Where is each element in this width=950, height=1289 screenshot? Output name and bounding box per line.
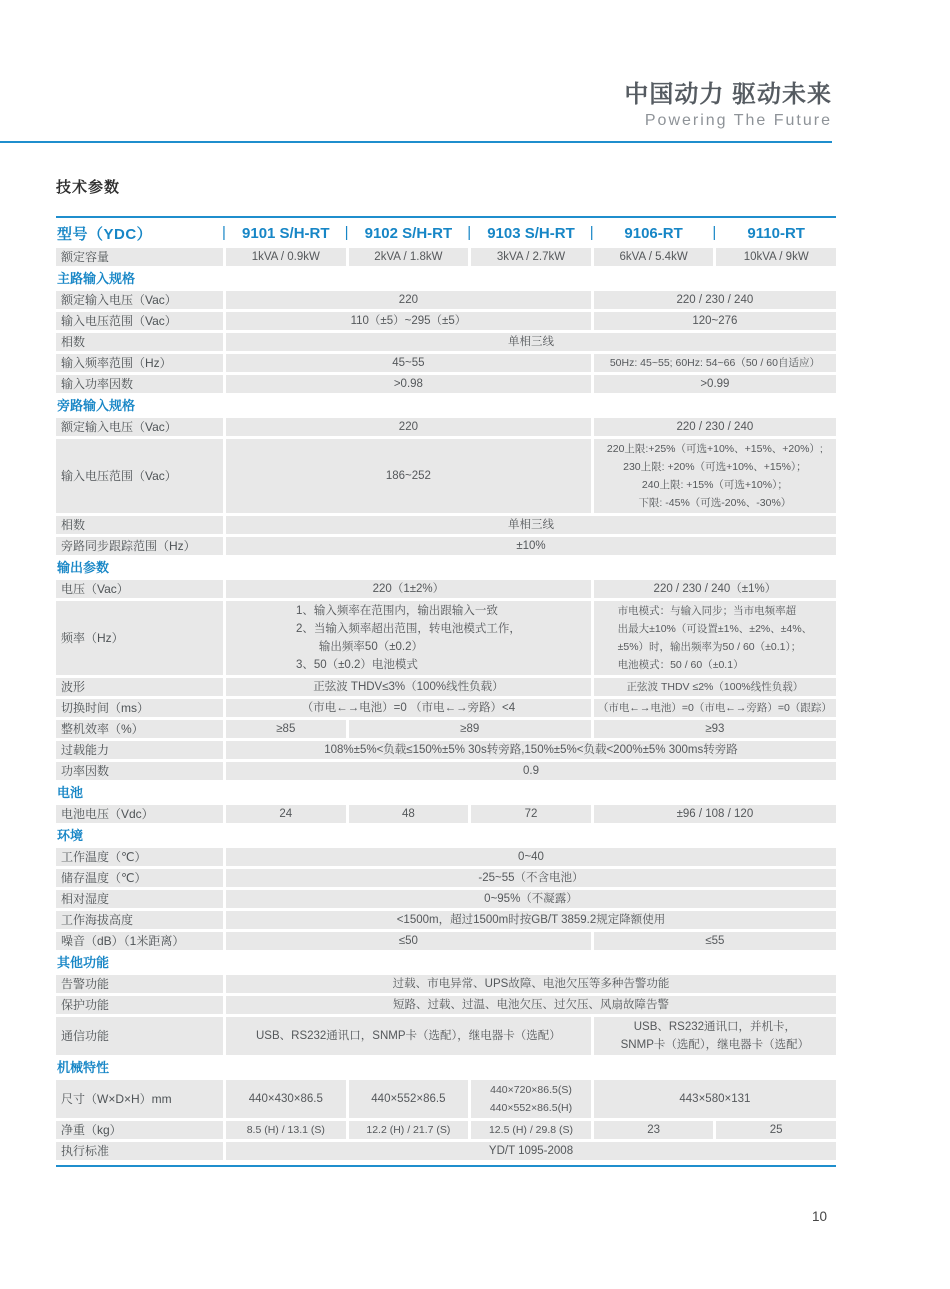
row-label: 相数 xyxy=(56,516,223,534)
model-name: 9106-RT xyxy=(624,224,683,242)
spec-cell xyxy=(594,1017,836,1055)
cell-line: USB、RS232通讯口，并机卡， xyxy=(633,1021,797,1033)
table-header-model-4 xyxy=(589,222,717,244)
row-label: 电池电压（Vdc） xyxy=(56,805,223,823)
spec-cell xyxy=(594,439,836,513)
cell-line: 220上限:+25%（可选+10%、+15%、+20%）; xyxy=(606,443,823,455)
row-label: 额定容量 xyxy=(56,248,223,266)
spec-cell: 2kVA / 1.8kW xyxy=(349,248,469,266)
spec-cell xyxy=(471,1080,591,1118)
spec-cell: ≤50 xyxy=(226,932,591,950)
row-label: 整机效率（%） xyxy=(56,720,223,738)
column-separator: | xyxy=(344,224,349,241)
table-row xyxy=(56,580,836,598)
row-label: 相数 xyxy=(56,333,223,351)
table-row xyxy=(56,1121,836,1139)
spec-cell: 短路、过载、过温、电池欠压、过欠压、风扇故障告警 xyxy=(226,996,836,1014)
row-label: 波形 xyxy=(56,678,223,696)
section-header: 其他功能 xyxy=(56,953,836,973)
spec-cell: 108%±5%<负载≤150%±5% 30s转旁路,150%±5%<负载<200%±5% 300ms转旁路 xyxy=(226,741,836,759)
row-label: 输入功率因数 xyxy=(56,375,223,393)
row-label: 旁路同步跟踪范围（Hz） xyxy=(56,537,223,555)
row-label: 额定输入电压（Vac） xyxy=(56,418,223,436)
spec-cell: 440×430×86.5 xyxy=(226,1080,346,1118)
spec-cell: 0~40 xyxy=(226,848,836,866)
row-label: 过载能力 xyxy=(56,741,223,759)
spec-cell xyxy=(226,601,591,675)
cell-line: 240上限: +15%（可选+10%）； xyxy=(641,479,788,491)
cell-line: 3、50（±0.2）电池模式 xyxy=(295,659,418,671)
table-row xyxy=(56,537,836,555)
model-name: 9101 S/H-RT xyxy=(242,224,330,242)
cell-line: 输出频率50（±0.2） xyxy=(295,641,424,653)
spec-cell: 12.5 (H) / 29.8 (S) xyxy=(471,1121,591,1139)
spec-cell: 50Hz: 45~55; 60Hz: 54~66（50 / 60自适应） xyxy=(594,354,836,372)
row-label: 储存温度（℃） xyxy=(56,869,223,887)
spec-cell: 120~276 xyxy=(594,312,836,330)
spec-cell: ≥89 xyxy=(349,720,591,738)
cell-line: 市电模式：与输入同步；当市电频率超 xyxy=(617,605,797,617)
spec-cell: 220 / 230 / 240 xyxy=(594,291,836,309)
section-header: 电池 xyxy=(56,783,836,803)
brand-slogan xyxy=(624,82,832,132)
table-row xyxy=(56,762,836,780)
table-row xyxy=(56,375,836,393)
model-name: 9110-RT xyxy=(747,224,805,242)
table-row xyxy=(56,678,836,696)
row-label: 额定输入电压（Vac） xyxy=(56,291,223,309)
cell-line: 440×552×86.5(H) xyxy=(489,1102,573,1114)
table-row xyxy=(56,1080,836,1118)
column-separator: | xyxy=(712,224,717,241)
spec-cell: 220 xyxy=(226,418,591,436)
table-row xyxy=(56,869,836,887)
table-row xyxy=(56,699,836,717)
row-label: 功率因数 xyxy=(56,762,223,780)
spec-cell: 1kVA / 0.9kW xyxy=(226,248,346,266)
section-header: 旁路输入规格 xyxy=(56,396,836,416)
row-label: 通信功能 xyxy=(56,1017,223,1055)
spec-cell: 220 xyxy=(226,291,591,309)
table-row xyxy=(56,975,836,993)
spec-cell: >0.98 xyxy=(226,375,591,393)
table-row xyxy=(56,911,836,929)
cell-lines xyxy=(296,602,521,674)
cell-line: SNMP卡（选配），继电器卡（选配） xyxy=(620,1039,810,1051)
row-label: 工作海拔高度 xyxy=(56,911,223,929)
model-name: 9103 S/H-RT xyxy=(487,224,575,242)
row-label: 保护功能 xyxy=(56,996,223,1014)
spec-cell: 正弦波 THDV ≤2%（100%线性负载） xyxy=(594,678,836,696)
spec-cell: >0.99 xyxy=(594,375,836,393)
table-row xyxy=(56,312,836,330)
cell-lines xyxy=(607,440,823,512)
model-name: 9102 S/H-RT xyxy=(364,224,453,242)
spec-cell: （市电←→电池）=0 （市电←→旁路）<4 xyxy=(226,699,591,717)
page-title: 技术参数 xyxy=(56,179,121,196)
table-row xyxy=(56,1142,836,1160)
spec-table-body xyxy=(56,248,836,1160)
spec-cell: ±96 / 108 / 120 xyxy=(594,805,836,823)
row-label: 输入电压范围（Vac） xyxy=(56,439,223,513)
column-separator: | xyxy=(589,224,594,241)
table-header-model-2 xyxy=(344,222,472,244)
cell-line: 下限: -45%（可选-20%、-30%） xyxy=(638,497,792,509)
table-row xyxy=(56,996,836,1014)
spec-cell: 24 xyxy=(226,805,346,823)
section-header: 环境 xyxy=(56,826,836,846)
cell-line: 出最大±10%（可设置±1%、±2%、±4%、 xyxy=(617,623,813,635)
table-header-model-3 xyxy=(467,222,591,244)
spec-cell: 8.5 (H) / 13.1 (S) xyxy=(226,1121,346,1139)
spec-cell: 正弦波 THDV≤3%（100%线性负载） xyxy=(226,678,591,696)
row-label: 尺寸（W×D×H）mm xyxy=(56,1080,223,1118)
spec-cell: 单相三线 xyxy=(226,516,836,534)
brand-slogan-en: Powering The Future xyxy=(644,112,832,129)
spec-cell: 单相三线 xyxy=(226,333,836,351)
spec-cell: 45~55 xyxy=(226,354,591,372)
header-divider-line xyxy=(0,141,832,143)
spec-cell: 220（1±2%） xyxy=(226,580,591,598)
cell-line: ±5%）时，输出频率为50 / 60（±0.1）； xyxy=(617,641,802,653)
table-header-label: 型号（YDC） xyxy=(57,225,153,243)
row-label: 告警功能 xyxy=(56,975,223,993)
table-row xyxy=(56,890,836,908)
spec-table xyxy=(56,216,836,1167)
section-header: 输出参数 xyxy=(56,558,836,578)
table-row xyxy=(56,439,836,513)
row-label: 净重（kg） xyxy=(56,1121,223,1139)
table-row xyxy=(56,848,836,866)
spec-cell: ≥93 xyxy=(594,720,836,738)
row-label: 工作温度（℃） xyxy=(56,848,223,866)
table-header-model-5 xyxy=(712,222,836,244)
section-header: 机械特性 xyxy=(56,1058,836,1078)
spec-cell: 25 xyxy=(716,1121,836,1139)
row-label: 噪音（dB）（1米距离） xyxy=(56,932,223,950)
table-row xyxy=(56,601,836,675)
table-row xyxy=(56,291,836,309)
spec-cell: 10kVA / 9kW xyxy=(716,248,836,266)
row-label: 输入电压范围（Vac） xyxy=(56,312,223,330)
spec-cell: 72 xyxy=(471,805,591,823)
cell-line: 2、当输入频率超出范围，转电池模式工作， xyxy=(295,623,521,635)
brand-slogan-cn: 中国动力 驱动未来 xyxy=(624,81,832,108)
spec-cell: -25~55（不含电池） xyxy=(226,869,836,887)
spec-cell: 3kVA / 2.7kW xyxy=(471,248,591,266)
spec-cell: ±10% xyxy=(226,537,836,555)
row-label: 输入频率范围（Hz） xyxy=(56,354,223,372)
row-label: 切换时间（ms） xyxy=(56,699,223,717)
table-row xyxy=(56,1017,836,1055)
row-label: 频率（Hz） xyxy=(56,601,223,675)
row-label: 电压（Vac） xyxy=(56,580,223,598)
table-row xyxy=(56,516,836,534)
table-row xyxy=(56,805,836,823)
spec-cell: YD/T 1095-2008 xyxy=(226,1142,836,1160)
table-row xyxy=(56,418,836,436)
cell-line: 440×720×86.5(S) xyxy=(490,1084,572,1096)
spec-cell: ≥85 xyxy=(226,720,346,738)
spec-cell: 12.2 (H) / 21.7 (S) xyxy=(349,1121,469,1139)
section-header: 主路输入规格 xyxy=(56,269,836,289)
spec-cell: 443×580×131 xyxy=(594,1080,836,1118)
spec-cell: 220 / 230 / 240 xyxy=(594,418,836,436)
spec-cell: 6kVA / 5.4kW xyxy=(594,248,714,266)
table-row xyxy=(56,354,836,372)
cell-line: 230上限: +20%（可选+10%、+15%）； xyxy=(623,461,807,473)
table-row xyxy=(56,720,836,738)
spec-cell: （市电←→电池）=0（市电←→旁路）=0（跟踪） xyxy=(594,699,836,717)
spec-cell: 23 xyxy=(594,1121,714,1139)
column-separator: | xyxy=(222,224,226,241)
table-header-row xyxy=(56,222,836,244)
table-row xyxy=(56,932,836,950)
row-label: 执行标准 xyxy=(56,1142,223,1160)
row-label: 相对湿度 xyxy=(56,890,223,908)
table-row xyxy=(56,333,836,351)
table-row xyxy=(56,741,836,759)
cell-lines xyxy=(618,602,813,674)
column-separator: | xyxy=(467,224,472,241)
spec-cell: <1500m，超过1500m时按GB/T 3859.2规定降额使用 xyxy=(226,911,836,929)
spec-cell: 186~252 xyxy=(226,439,591,513)
spec-cell: 220 / 230 / 240（±1%） xyxy=(594,580,836,598)
cell-lines xyxy=(490,1081,572,1117)
spec-cell: USB、RS232通讯口，SNMP卡（选配），继电器卡（选配） xyxy=(226,1017,591,1055)
spec-cell: 0.9 xyxy=(226,762,836,780)
cell-line: 电池模式：50 / 60（±0.1） xyxy=(617,659,744,671)
cell-lines xyxy=(621,1018,809,1054)
spec-cell xyxy=(594,601,836,675)
spec-cell: 110（±5）~295（±5） xyxy=(226,312,591,330)
spec-cell: 440×552×86.5 xyxy=(349,1080,469,1118)
cell-line: 1、输入频率在范围内，输出跟输入一致 xyxy=(295,605,498,617)
table-header-model-1 xyxy=(222,222,346,244)
table-row xyxy=(56,248,836,266)
spec-cell: 过载、市电异常、UPS故障、电池欠压等多种告警功能 xyxy=(226,975,836,993)
page-number: 10 xyxy=(812,1209,828,1224)
spec-cell: 48 xyxy=(349,805,469,823)
spec-cell: ≤55 xyxy=(594,932,836,950)
spec-cell: 0~95%（不凝露） xyxy=(226,890,836,908)
